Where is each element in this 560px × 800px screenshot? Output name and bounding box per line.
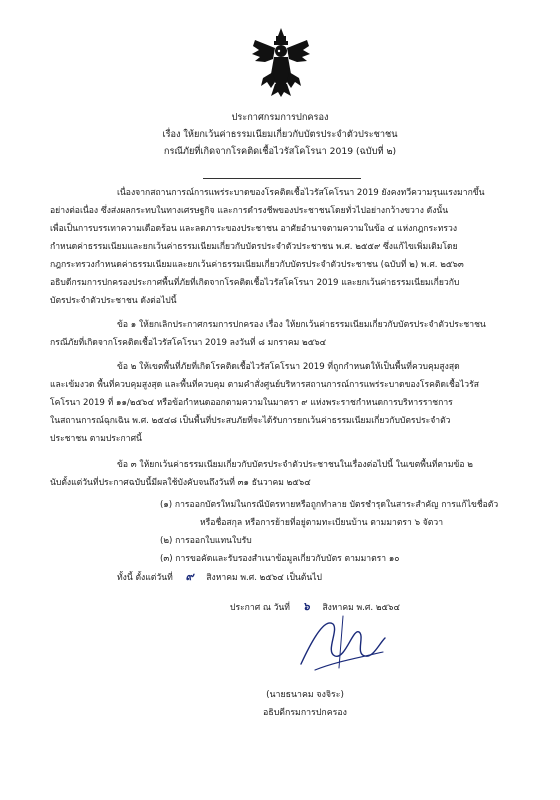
effective-pre: ทั้งนี้ ตั้งแต่วันที่ (117, 573, 173, 583)
text-line: ข้อ ๒ ให้เขตพื้นที่ภัยที่เกิดโรคติดเชื้อไวรัสโคโรนา 2019 ที่ถูกกำหนดให้เป็นพื้นที่ควบคุมสูงสุด (117, 362, 460, 372)
exemption-list (160, 496, 498, 568)
list-item: (๑) การออกบัตรใหม่ในกรณีบัตรหายหรือถูกทำลาย บัตรชำรุดในสาระสำคัญ การแก้ไขชื่อตัว (160, 500, 499, 510)
list-item: (๓) การขอคัดและรับรองสำเนาข้อมูลเกี่ยวกับบัตร ตามมาตรา ๑๐ (160, 554, 400, 564)
announced-post: สิงหาคม พ.ศ. ๒๕๖๔ (322, 603, 400, 613)
text-line: อย่างต่อเนื่อง ซึ่งส่งผลกระทบในทางเศรษฐกิจ และการดำรงชีพของประชาชนโดยทั่วไปอย่างกว้างขวาง ดังนั้น (50, 206, 449, 216)
clause-1 (50, 316, 486, 352)
text-line: นับตั้งแต่วันที่ประกาศฉบับนี้มีผลใช้บังคับจนถึงวันที่ ๓๑ ธันวาคม ๒๕๖๔ (50, 478, 311, 488)
subject-line-2: กรณีภัยที่เกิดจากโรคติดเชื้อไวรัสโคโรนา 2019 (ฉบับที่ ๒) (163, 146, 397, 157)
text-line: ข้อ ๑ ให้ยกเลิกประกาศกรมการปกครอง เรื่อง ให้ยกเว้นค่าธรรมเนียมเกี่ยวกับบัตรประจำตัวประชาชน (117, 320, 486, 330)
garuda-emblem (251, 26, 311, 98)
divider (203, 178, 361, 179)
text-line: อธิบดีกรมการปกครองประกาศพื้นที่ภัยที่เกิดจากโรคติดเชื้อไวรัสโคโรนา 2019 และยกเว้นค่าธรรมเนียมเกี่ยวกับ (50, 278, 460, 288)
announced-pre: ประกาศ ณ วันที่ (230, 603, 290, 613)
list-item-continued: หรือชื่อสกุล หรือการย้ายที่อยู่ตามทะเบียนบ้าน ตามมาตรา ๖ จัตวา (200, 518, 444, 528)
announced-day-handwritten: ๖ (302, 600, 310, 613)
clause-2 (50, 358, 479, 448)
text-line: กำหนดค่าธรรมเนียมและยกเว้นค่าธรรมเนียมเกี่ยวกับบัตรประจำตัวประชาชน พ.ศ. ๒๕๕๙ ซึ่งแก้ไขเพิ่มเติมโดย (50, 242, 458, 252)
text-line: ข้อ ๓ ให้ยกเว้นค่าธรรมเนียมเกี่ยวกับบัตรประจำตัวประชาชนในเรื่องต่อไปนี้ ในเขตพื้นที่ตามข้อ ๒ (117, 460, 473, 470)
text-line: และเข้มงวด พื้นที่ควบคุมสูงสุด และพื้นที่ควบคุม ตามคำสั่งศูนย์บริหารสถานการณ์การแพร่ระบาดของโรคติดเชื้อไวรัส (50, 380, 479, 390)
list-item: (๒) การออกใบแทนใบรับ (160, 536, 252, 546)
effective-day-handwritten: ๙ (185, 570, 194, 583)
effective-date (117, 568, 322, 587)
signature (295, 608, 390, 678)
text-line: เนื่องจากสถานการณ์การแพร่ระบาดของโรคติดเชื้อไวรัสโคโรนา 2019 ยังคงทวีความรุนแรงมากขึ้น (117, 188, 485, 198)
subject-line-1: เรื่อง ให้ยกเว้นค่าธรรมเนียมเกี่ยวกับบัตรประจำตัวประชาชน (162, 129, 398, 140)
text-line: กฎกระทรวงกำหนดค่าธรรมเนียมและยกเว้นค่าธรรมเนียมเกี่ยวกับบัตรประจำตัวประชาชน (ฉบับที่ ๒) พ.ศ. ๒๕๖๓ (50, 260, 464, 270)
text-line: เพื่อเป็นการบรรเทาความเดือดร้อน และลดภาระของประชาชน อาศัยอำนาจตามความในข้อ ๔ แห่งกฎกระทรวง (50, 224, 458, 234)
text-line: ประชาชน ตามประกาศนี้ (50, 434, 142, 444)
signatory-name: (นายธนาคม จงจิระ) (266, 690, 344, 700)
text-line: โคโรนา 2019 ที่ ๑๑/๒๕๖๔ หรือข้อกำหนดออกตามความในมาตรา ๙ แห่งพระราชกำหนดการบริหารราชการ (50, 398, 453, 408)
agency-title: ประกาศกรมการปกครอง (231, 112, 329, 123)
intro-paragraph (50, 184, 485, 310)
effective-post: สิงหาคม พ.ศ. ๒๕๖๔ เป็นต้นไป (206, 573, 323, 583)
text-line: กรณีภัยที่เกิดจากโรคติดเชื้อไวรัสโคโรนา 2019 ลงวันที่ ๘ มกราคม ๒๕๖๔ (50, 338, 327, 348)
text-line: ในสถานการณ์ฉุกเฉิน พ.ศ. ๒๕๔๘ เป็นพื้นที่ประสบภัยที่จะได้รับการยกเว้นค่าธรรมเนียมเกี่ยวกับบัตรประจำตัว (50, 416, 451, 426)
signatory-title: อธิบดีกรมการปกครอง (263, 708, 347, 718)
clause-3 (50, 456, 473, 492)
text-line: บัตรประจำตัวประชาชน ดังต่อไปนี้ (50, 296, 177, 306)
